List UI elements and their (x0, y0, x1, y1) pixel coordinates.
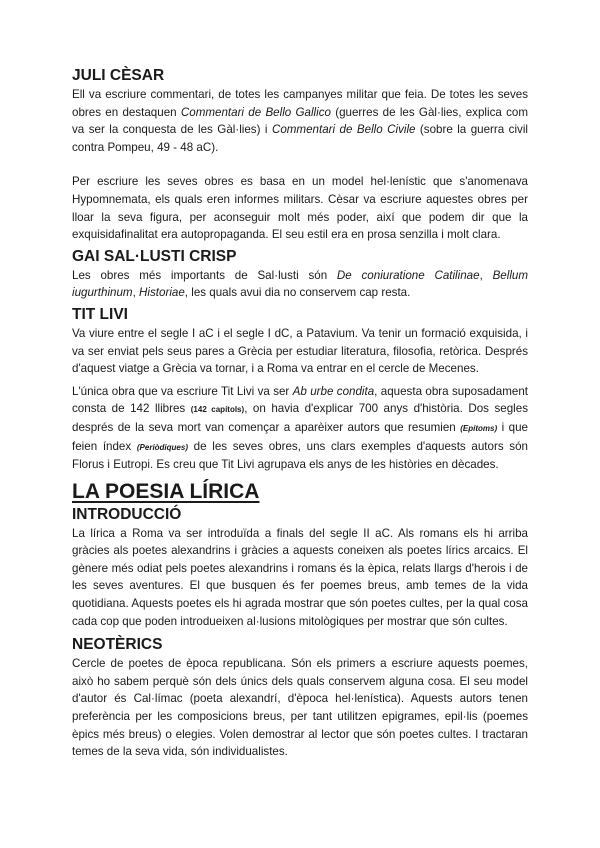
italic-title: Commentari de Bello Gallico (180, 105, 331, 119)
text-run: Ell va escriure commentari, de totes les campanyes militar que feia. De totes les seves obres en destaquen (72, 88, 528, 119)
paragraph-cesar-style: Per escriure les seves obres es basa en un model hel·lenístic que s'anomenava Hypomnemata, els quals eren informes militars. Cèsar va escriure aquestes obres per lloar la seva figura, per aconseguir molt més poder, així que podem dir que la exquisidafinalitat era autopropaganda. El seu estil era en prosa senzilla i molt clara. (72, 175, 528, 242)
text-run: , les quals avui dia no conservem cap resta. (184, 286, 411, 300)
text-run: (sobre la guerra civil contra Pompeu, 49 - 48 aC). (72, 123, 528, 154)
paragraph-sallusti-works (72, 267, 528, 302)
text-run: (guerres de les Gàl·lies, explica com va ser la conquesta de les Gàl·lies) i (72, 105, 528, 137)
heading-juli-cesar: JULI CÈSAR (72, 67, 165, 84)
italic-title: Bellum iugurthinum (72, 268, 529, 300)
italic-title: Ab urbe condita (292, 384, 375, 398)
text-run: , on havia d'explicar 700 anys d'història. Dos segles després de la seva mort van començar a aparèixer autors que resumien (72, 402, 528, 434)
heading-introduccio: INTRODUCCIÓ (72, 505, 182, 523)
text-run: de les seves obres, uns clars exemples d'aquests autors són Florus i Eutropi. Es creu que Tit Livi agrupava els anys de les històries en dècades. (72, 439, 528, 472)
italic-title: De coniuratione Catilinae (336, 268, 480, 282)
paragraph-cesar-works (72, 86, 528, 156)
paragraph-livi-life: Va viure entre el segle I aC i el segle I dC, a Patavium. Va tenir un formació exquisida, i va ser enviat pels seus pares a Grècia per estudiar literatura, filosofia, retòrica. Després d'aquest viatge a Grècia va tornar, i a Roma va entrar en el cercle de Mecenes. (72, 326, 528, 376)
text-run: i que feien índex (72, 420, 528, 453)
heading-neoterics: NEOTÈRICS (72, 636, 163, 654)
italic-title: Historiae (139, 286, 185, 300)
small-note: (142 capítols) (190, 405, 245, 415)
text-run: Les obres més importants de Sal·lusti són (72, 268, 337, 282)
italic-title: Commentari de Bello Civile (271, 123, 416, 137)
heading-tit-livi: TIT LIVI (72, 305, 128, 323)
text-run: , aquesta obra suposadament consta de 142 llibres (72, 384, 528, 416)
small-note: (Epítoms) (460, 423, 498, 433)
text-run: L'única obra que va escriure Tit Livi va ser (72, 384, 293, 398)
heading-gai-sallusti: GAI SAL·LUSTI CRISP (72, 247, 237, 265)
small-note: (Periòdiques) (136, 442, 188, 452)
text-run: , (132, 286, 140, 300)
paragraph-neoterics: Cercle de poetes de època republicana. Són els primers a escriure aquests poemes, això ho sabem perquè són dels únics dels quals conservem alguna cosa. El seu model d'autor és Cal·límac (poeta alexandrí, d'època hel·lenística). Aquests autors tenen preferència per les composicions breus, per tant utilitzen epigrames, epil·lis (poemes èpics més breus) o elegies. Volen demostrar al lector que són poetes cultes. I tractaran temes de la seva vida, són individualistes. (72, 657, 528, 759)
paragraph-introduccio: La lírica a Roma va ser introduïda a finals del segle II aC. Als romans els hi arriba gràcies als poetes alexandrins i gràcies a aquests coneixen als poetes lírics arcaics. El gènere més odiat pels poetes alexandrins i romans és la èpica, relats llargs d'herois i de les seves aventures. El que busquen és fer poemes breus, amb temes de la vida quotidiana. Aquests poetes els hi agrada mostrar que són poetes cultes, per la qual cosa cada cop que poden introdueixen al·lusions mitològiques per mostrar que són cultes. (72, 526, 528, 628)
heading-poesia-lirica: LA POESIA LÍRICA (72, 479, 260, 503)
text-run: , (479, 268, 493, 282)
paragraph-livi-work (72, 383, 528, 474)
